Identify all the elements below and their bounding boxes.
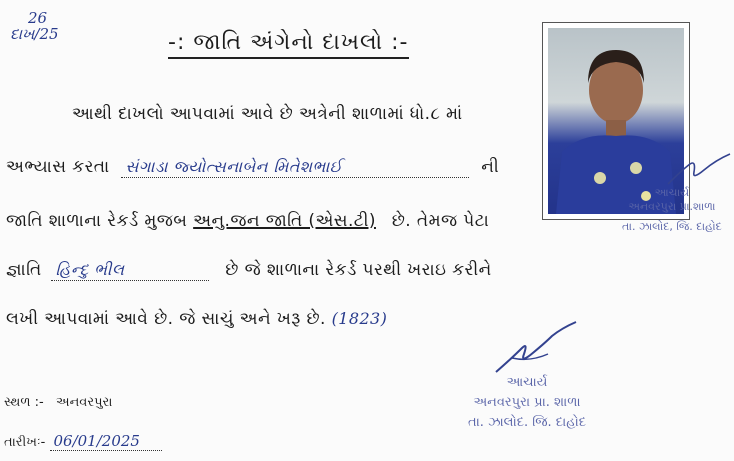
body-line-1: આથી દાખલો આપવામાં આવે છે અત્રેની શાળામાં ધો.૮ માં bbox=[72, 104, 463, 124]
photo-stamp-role: આચાર્ય bbox=[654, 186, 690, 199]
line5-text: લખી આપવામાં આવે છે. જે સાચું અને ખરૂ છે. bbox=[6, 309, 326, 329]
line2-suffix: ની bbox=[481, 157, 500, 177]
place-row bbox=[4, 395, 112, 410]
principal-stamp bbox=[466, 375, 588, 430]
student-name-field: સંગાડા જ્યોત્સનાબેન મિતેશભાઈ bbox=[121, 157, 469, 178]
line2-prefix: અભ્યાસ કરતા bbox=[6, 157, 110, 177]
place-value: અનવરપુરા bbox=[55, 395, 113, 410]
line3-suffix: છે. તેમજ પેટા bbox=[391, 211, 490, 231]
caste-category: અનુ.જન જાતિ (એસ.ટી) bbox=[193, 211, 376, 231]
date-row bbox=[4, 432, 162, 451]
photo-stamp-school: અનવરપુરા પ્રા.શાળા bbox=[628, 200, 716, 213]
corner-note-number: 26 bbox=[28, 9, 48, 27]
sub-caste-field: હિન્દુ ભીલ bbox=[51, 260, 209, 281]
corner-note-ref: દાખ/25 bbox=[10, 25, 59, 43]
gr-number: (1823) bbox=[331, 309, 388, 328]
line4-prefix: જ્ઞાતિ bbox=[6, 260, 42, 280]
photo-stamp bbox=[622, 186, 722, 234]
line3-prefix: જાતિ શાળાના રેકર્ડ મુજબ bbox=[6, 211, 188, 231]
date-value: 06/01/2025 bbox=[50, 432, 162, 451]
body-line-3 bbox=[6, 211, 489, 231]
photo-signature bbox=[664, 150, 734, 190]
principal-stamp-school: અનવરપુરા પ્રા. શાળા bbox=[473, 395, 581, 410]
line4-suffix: છે જે શાળાના રેકર્ડ પરથી ખરાઇ કરીને bbox=[225, 260, 492, 280]
body-line-4 bbox=[6, 260, 492, 281]
certificate-title: -: જાતિ અંગેનો દાખલો :- bbox=[168, 30, 409, 59]
principal-stamp-role: આચાર્ય bbox=[506, 375, 548, 390]
corner-inward-note bbox=[10, 10, 59, 42]
principal-stamp-taluka: તા. ઝાલોદ. જિ. દાહોદ bbox=[468, 415, 586, 430]
body-line-2 bbox=[6, 157, 499, 178]
body-line-5 bbox=[6, 309, 387, 329]
place-label: સ્થળ :- bbox=[4, 395, 44, 410]
date-label: તારીખઃ- bbox=[4, 435, 46, 450]
principal-signature bbox=[492, 318, 582, 378]
photo-stamp-taluka: તા. ઝાલોદ, જિ. દાહોદ bbox=[622, 220, 722, 233]
